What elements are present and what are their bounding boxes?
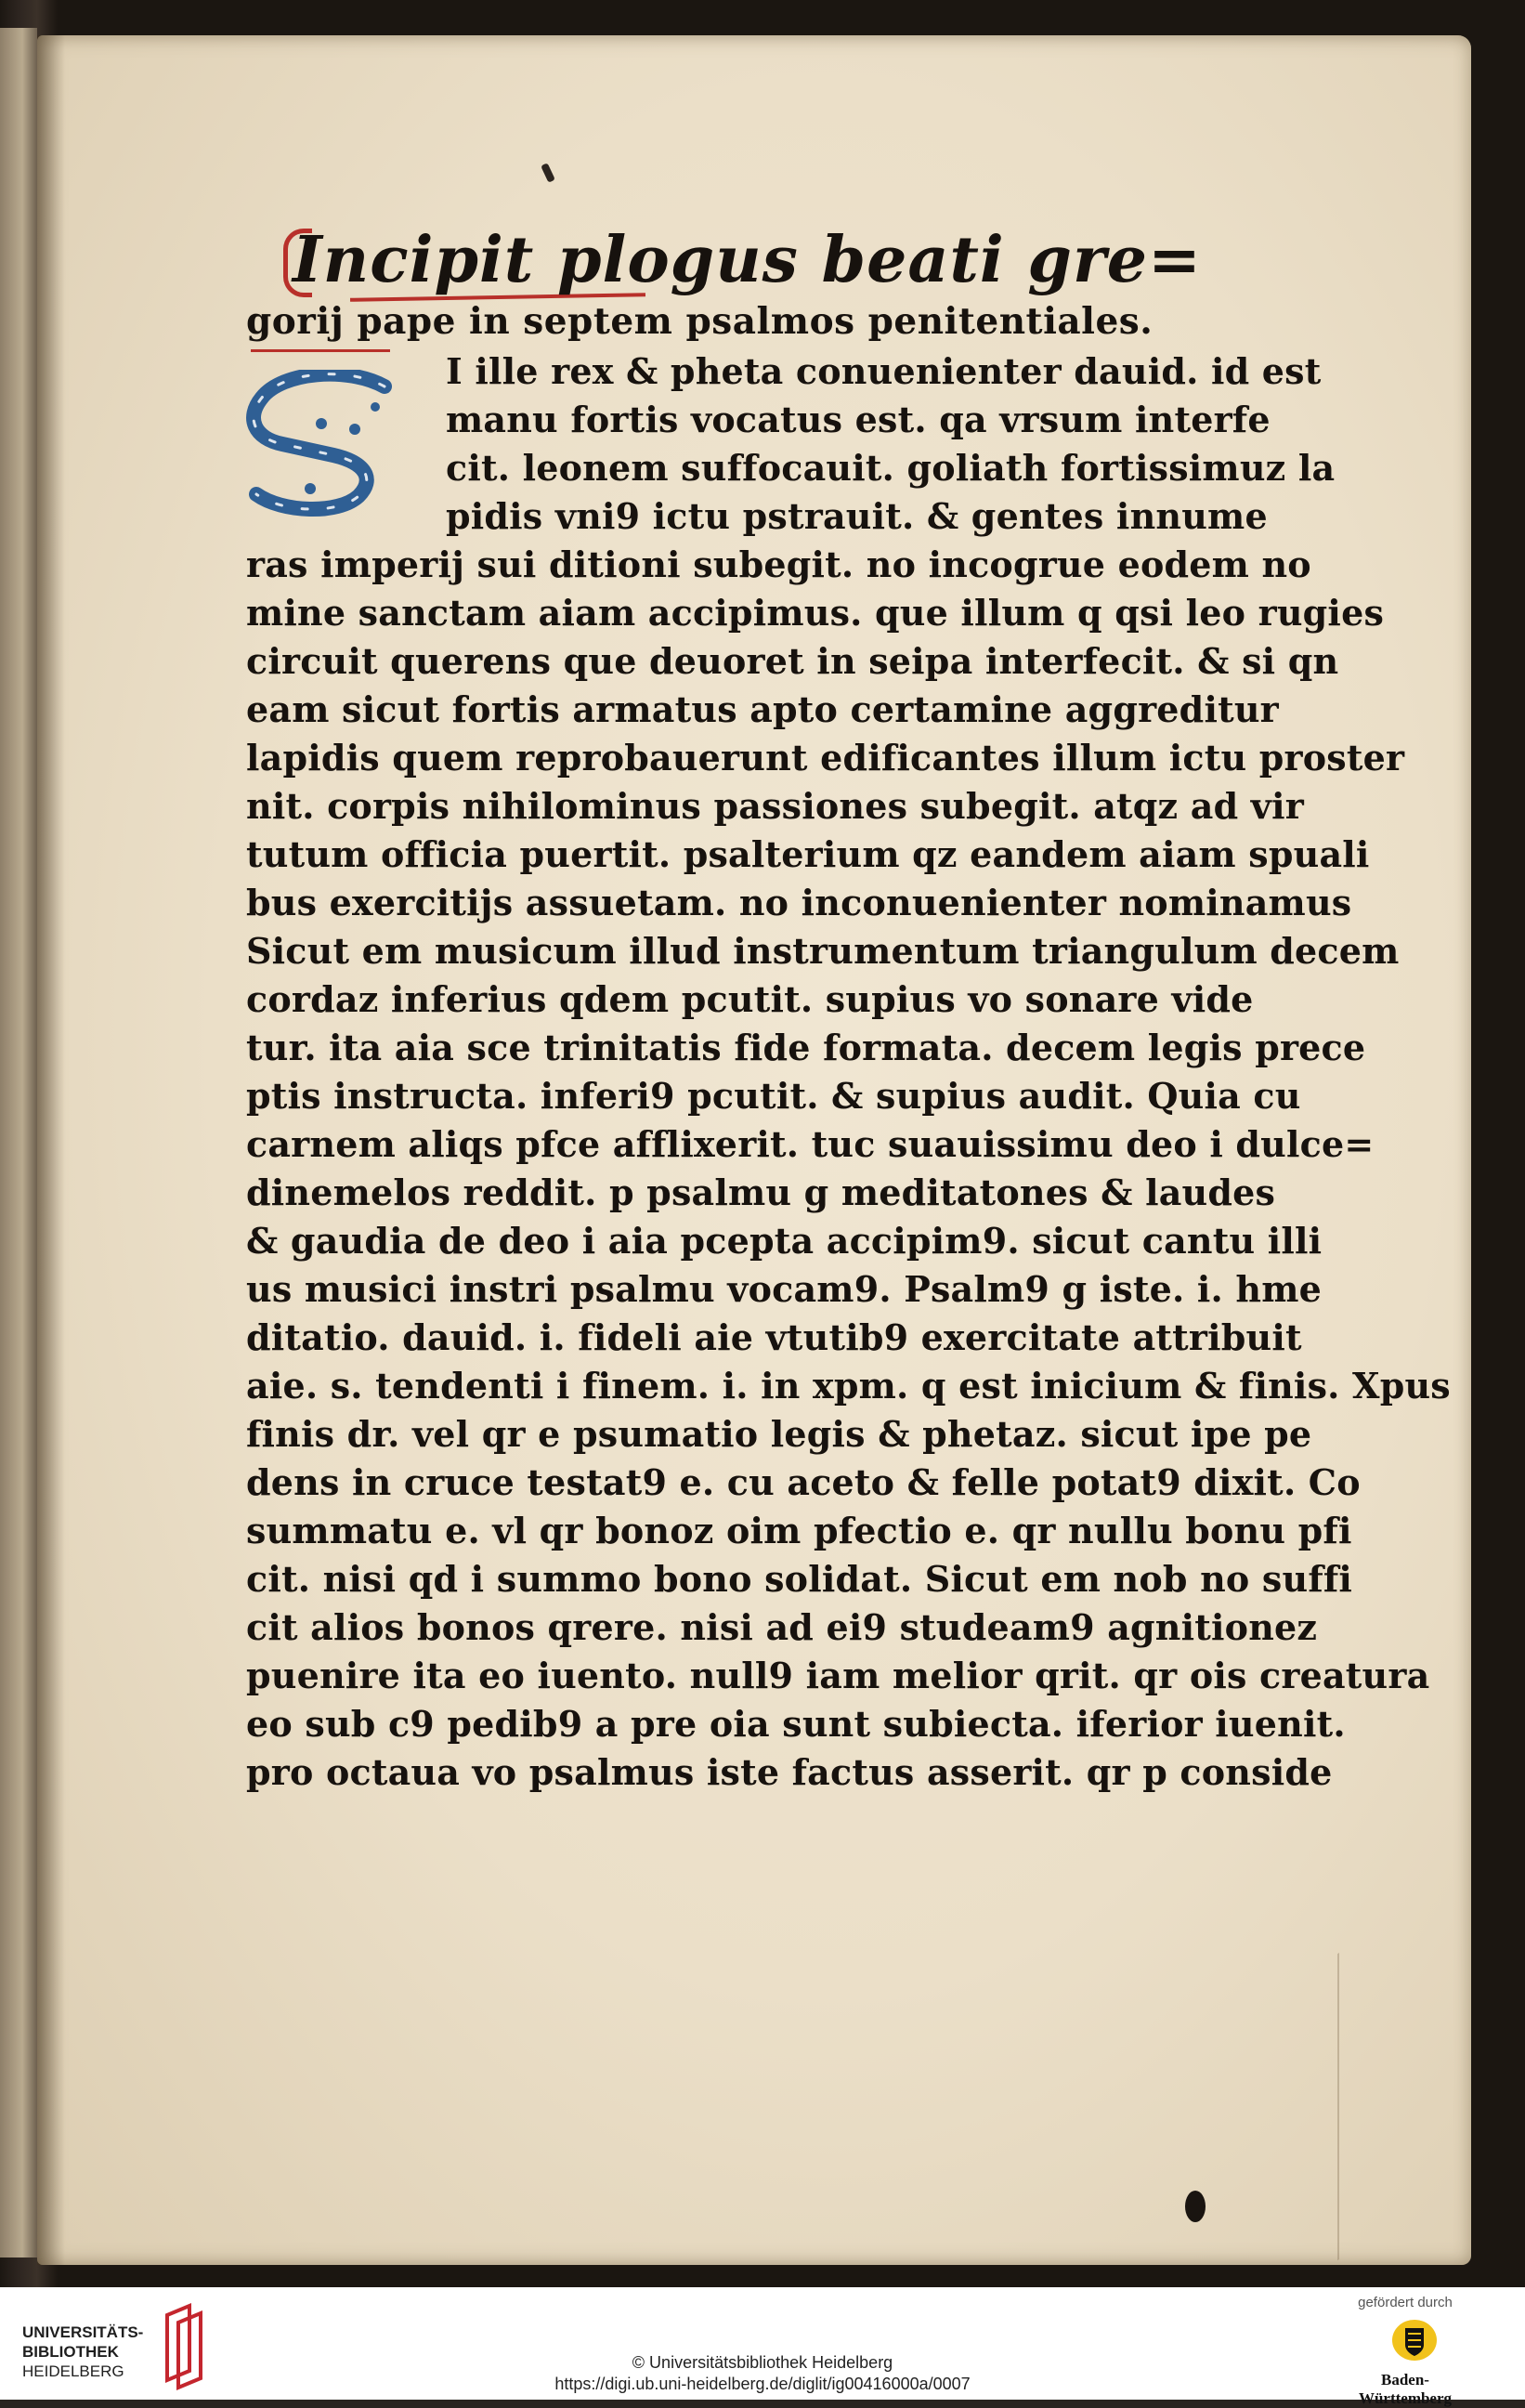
left-page-edge bbox=[0, 28, 37, 2258]
text-line: eo sub c9 pedib9 a pre oia sunt subiecta. iferior iuenit. bbox=[246, 1703, 1346, 1745]
text-line: bus exercitijs assuetam. no inconuenienter nominamus bbox=[246, 882, 1352, 923]
text-line: pro octaua vo psalmus iste factus asserit. qr p conside bbox=[246, 1751, 1333, 1793]
ink-blot bbox=[1185, 2191, 1206, 2222]
text-line: carnem aliqs pfce afflixerit. tuc suauissimu deo i dulce= bbox=[246, 1123, 1375, 1165]
permalink[interactable]: https://digi.ub.uni-heidelberg.de/diglit/ig00416000a/0007 bbox=[554, 2375, 971, 2393]
coat-of-arms-icon[interactable] bbox=[1389, 2315, 1440, 2365]
logo-line-3: HEIDELBERG bbox=[22, 2362, 124, 2380]
copyright-notice bbox=[0, 2352, 1525, 2395]
text-line: circuit querens que deuoret in seipa interfecit. & si qn bbox=[246, 640, 1339, 682]
text-line: tur. ita aia sce trinitatis fide formata. decem legis prece bbox=[246, 1027, 1366, 1068]
text-line: dinemelos reddit. p psalmu g meditatones & laudes bbox=[246, 1171, 1276, 1213]
text-line: ptis instructa. inferi9 pcutit. & supius audit. Quia cu bbox=[246, 1075, 1301, 1117]
text-line: summatu e. vl qr bonoz oim pfectio e. qr nullu bonu pfi bbox=[246, 1510, 1352, 1551]
incipit-subtitle: gorij pape in septem psalmos penitentiales. bbox=[246, 300, 1154, 343]
funder-name: Baden-Württemberg bbox=[1358, 2371, 1453, 2407]
rubric-underline-secondary bbox=[251, 349, 390, 352]
funder-label: gefördert durch bbox=[1358, 2295, 1453, 2310]
logo-line-2: BIBLIOTHEK bbox=[22, 2343, 119, 2361]
text-line: cordaz inferius qdem pcutit. supius vo sonare vide bbox=[246, 978, 1254, 1020]
text-line: puenire ita eo iuento. null9 iam melior qrit. qr ois creatura bbox=[246, 1655, 1430, 1696]
text-line: cit alios bonos qrere. nisi ad ei9 studeam9 agnitionez bbox=[246, 1606, 1318, 1648]
text-line: aie. s. tendenti i finem. i. in xpm. q est inicium & finis. Xpus bbox=[246, 1365, 1451, 1407]
text-line: mine sanctam aiam accipimus. que illum q qsi leo rugies bbox=[246, 592, 1385, 634]
text-line: Sicut em musicum illud instrumentum triangulum decem bbox=[246, 930, 1400, 972]
text-line: I ille rex & pheta conuenienter dauid. id est bbox=[446, 350, 1322, 392]
text-line: ditatio. dauid. i. fideli aie vtutib9 exercitate attribuit bbox=[246, 1316, 1302, 1358]
copyright-text: © Universitätsbibliothek Heidelberg bbox=[632, 2353, 893, 2372]
text-line: cit. nisi qd i summo bono solidat. Sicut em nob no suffi bbox=[246, 1558, 1353, 1600]
text-line: lapidis quem reprobauerunt edificantes illum ictu proster bbox=[246, 737, 1405, 779]
incipit-title: Incipit plogus beati gre= bbox=[293, 223, 1203, 297]
text-line: dens in cruce testat9 e. cu aceto & felle potat9 dixit. Co bbox=[246, 1461, 1361, 1503]
logo-line-1: UNIVERSITÄTS- bbox=[22, 2323, 144, 2341]
decorated-initial-s-icon bbox=[245, 370, 417, 518]
text-line: us musici instri psalmu vocam9. Psalm9 g iste. i. hme bbox=[246, 1268, 1323, 1310]
text-line: manu fortis vocatus est. qa vrsum interfe bbox=[446, 399, 1271, 440]
text-line: nit. corpis nihilominus passiones subegit. atqz ad vir bbox=[246, 785, 1304, 827]
text-line: eam sicut fortis armatus apto certamine aggreditur bbox=[246, 688, 1279, 730]
text-line: cit. leonem suffocauit. goliath fortissimuz la bbox=[446, 447, 1336, 489]
text-line: & gaudia de deo i aia pcepta accipim9. sicut cantu illi bbox=[246, 1220, 1323, 1262]
text-line: ras imperij sui ditioni subegit. no incogrue eodem no bbox=[246, 543, 1311, 585]
text-line: tutum officia puertit. psalterium qz eandem aiam spuali bbox=[246, 833, 1370, 875]
text-line: finis dr. vel qr e psumatio legis & phetaz. sicut ipe pe bbox=[246, 1413, 1312, 1455]
gutter-shadow bbox=[37, 35, 65, 2265]
text-line: pidis vni9 ictu pstrauit. & gentes innume bbox=[446, 495, 1268, 537]
